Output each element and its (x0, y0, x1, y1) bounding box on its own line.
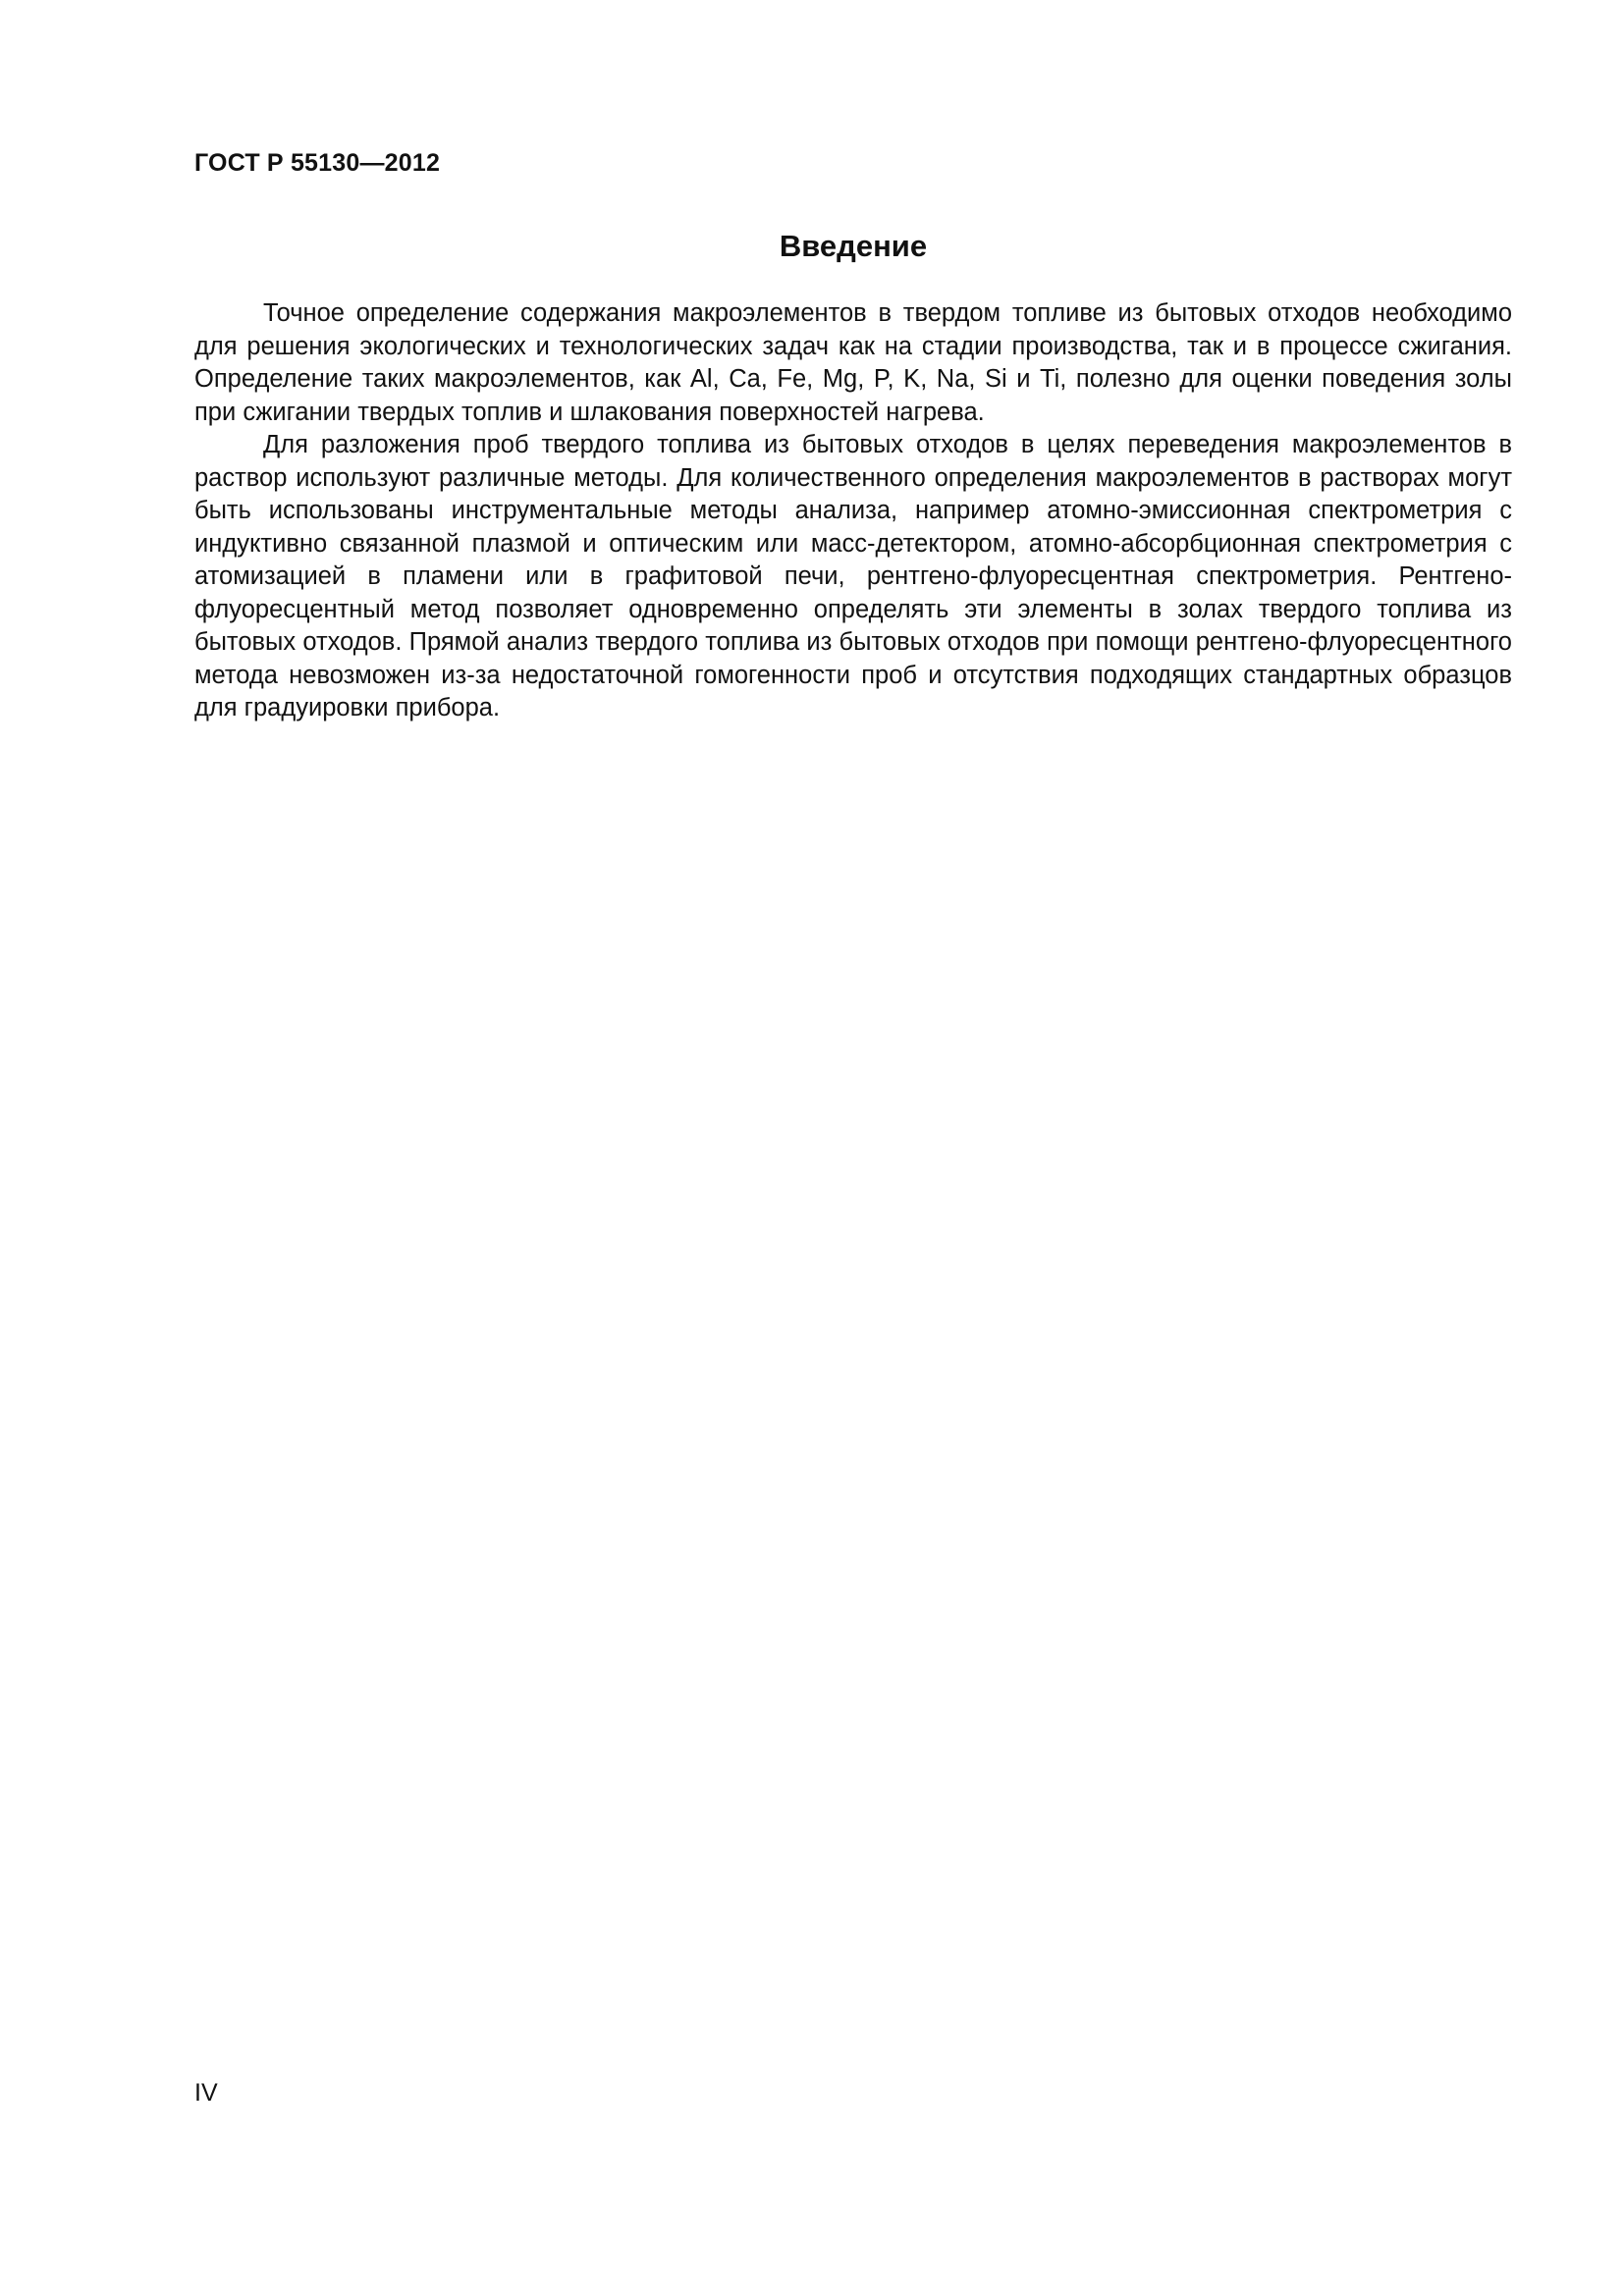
paragraph: Точное определение содержания макроэлементов в твердом топливе из бытовых отходов необходимо для решения экологических и технологических задач как на стадии производства, так и в процессе сжигания. Определение таких макроэлементов, как Al, Ca, Fe, Mg, P, K, Na, Si и Ti, полезно для оценки поведения золы при сжигании твердых топлив и шлакования поверхностей нагрева. (194, 299, 1512, 426)
page-number: IV (194, 2079, 218, 2107)
section-body (194, 297, 1512, 725)
paragraph: Для разложения проб твердого топлива из бытовых отходов в целях переведения макроэлементов в раствор используют различные методы. Для количественного определения макроэлементов в растворах могут быть использованы инструментальные методы анализа, например атомно-эмиссионная спектрометрия с индуктивно связанной плазмой и оптическим или масс-детектором, атомно-абсорбционная спектрометрия с атомизацией в пламени или в графитовой печи, рентгено-флуоресцентная спектрометрия. Рентгено-флуоресцентный метод позволяет одновременно определять эти элементы в золах твердого топлива из бытовых отходов. Прямой анализ твердого топлива из бытовых отходов при помощи рентгено-флуоресцентного метода невозможен из-за недостаточной гомогенности проб и отсутствия подходящих стандартных образцов для градуировки прибора. (194, 431, 1512, 721)
section-title: Введение (779, 229, 928, 263)
standard-code-header: ГОСТ Р 55130—2012 (194, 149, 441, 177)
